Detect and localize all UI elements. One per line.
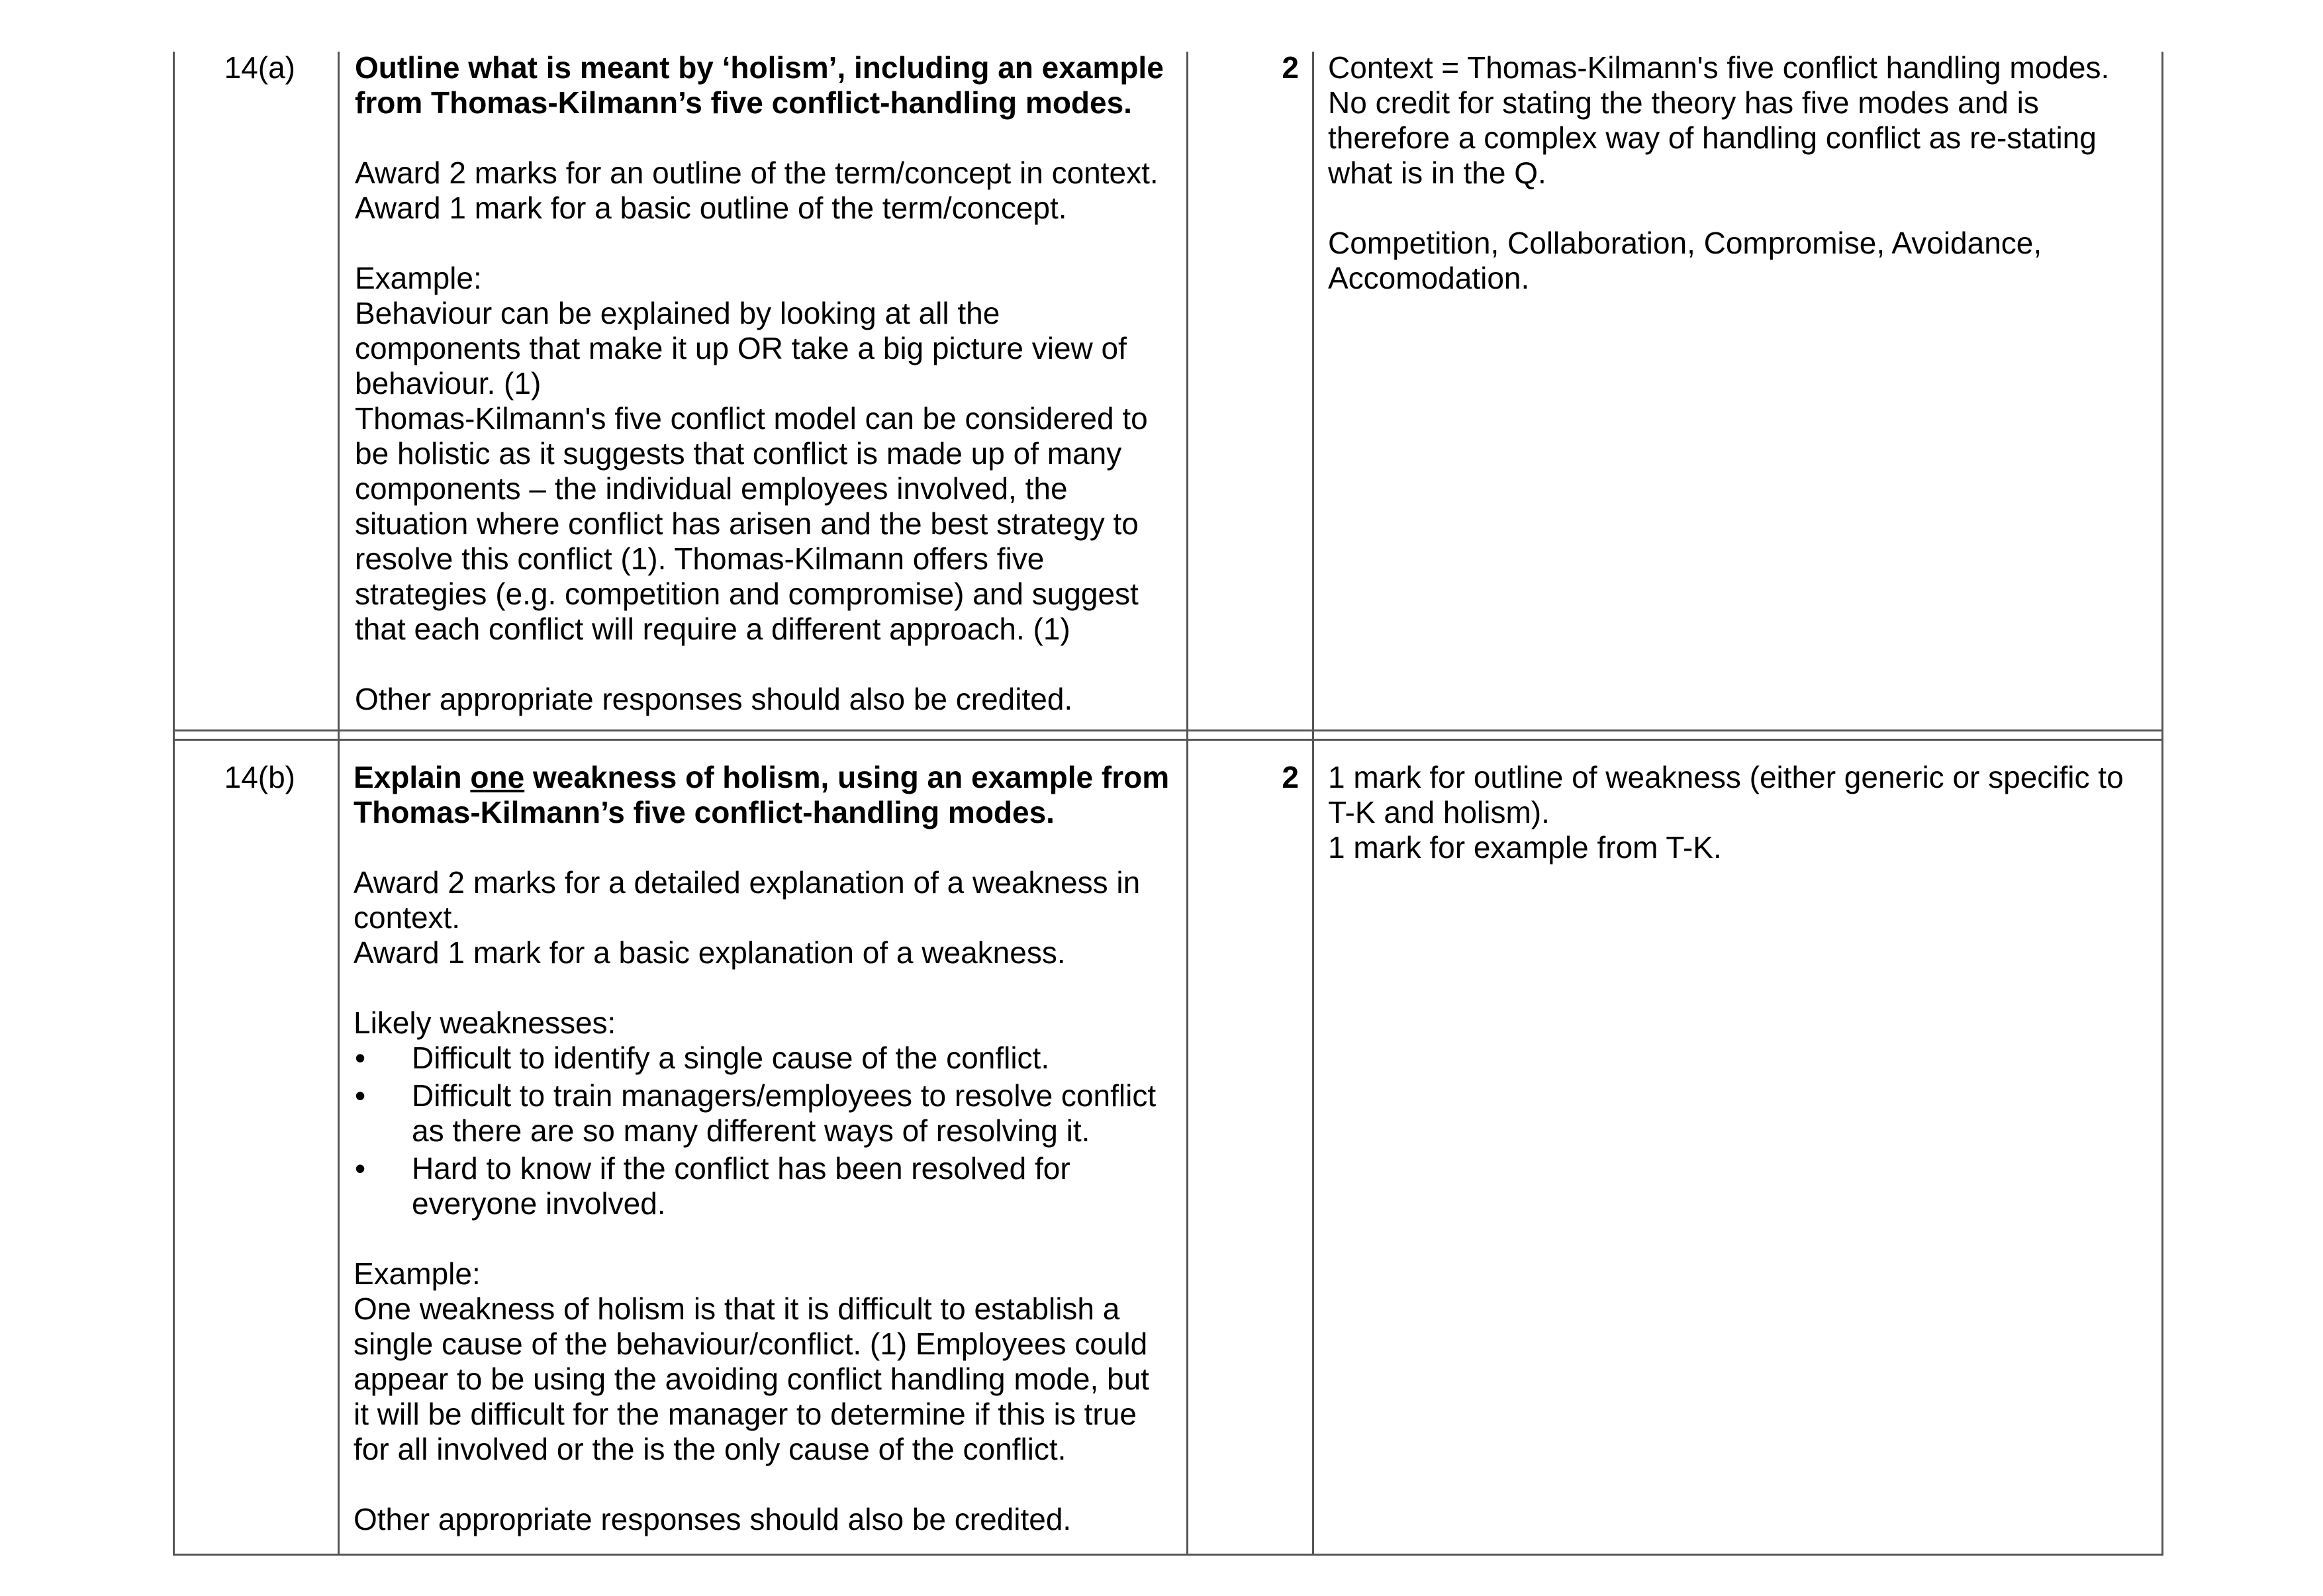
example-line: resolve this conflict (1). Thomas-Kilmann offers five [355, 541, 1045, 576]
list-item-line: everyone involved. [412, 1186, 666, 1221]
award-line: context. [354, 900, 461, 935]
question-title-text: weakness of holism, using an example from [524, 760, 1170, 794]
guidance-cell [1328, 50, 2109, 296]
list-item-line: Difficult to identify a single cause of the conflict. [412, 1041, 1050, 1075]
bullet-icon: • [355, 1078, 366, 1113]
award-criteria [355, 156, 1164, 226]
other-responses-note: Other appropriate responses should also be credited. [354, 1502, 1072, 1536]
guidance-line: Accomodation. [1328, 261, 1530, 295]
bullet-icon: • [355, 1041, 366, 1075]
example-heading: Example: [355, 261, 482, 295]
weaknesses-list [354, 1041, 1169, 1221]
award-line: Award 1 mark for a basic explanation of a weakness. [354, 935, 1066, 970]
award-line: Award 2 marks for a detailed explanation of a weakness in [354, 865, 1141, 900]
guidance-line: 1 mark for outline of weakness (either generic or specific to [1328, 760, 2124, 794]
guidance-line: T-K and holism). [1328, 795, 1550, 829]
guidance-line: No credit for stating the theory has five modes and is [1328, 85, 2039, 120]
example-line: components that make it up OR take a big picture view of [355, 331, 1127, 365]
example-heading: Example: [354, 1256, 481, 1291]
guidance-cell [1328, 760, 2124, 865]
column-divider-answer [1186, 52, 1188, 1556]
question-title [355, 50, 1164, 120]
row-divider-top [173, 729, 2163, 731]
example-line: that each conflict will require a different approach. (1) [355, 612, 1070, 646]
question-title [354, 760, 1169, 830]
marks-value: 2 [1282, 50, 1299, 85]
example-line: for all involved or the is the only cause of the conflict. [354, 1432, 1067, 1466]
question-number: 14(a) [224, 50, 295, 85]
table-border-left [173, 52, 175, 1556]
marks-value: 2 [1282, 760, 1299, 794]
column-divider-marks [1312, 52, 1314, 1556]
question-title-emphasis: one [470, 760, 525, 794]
example-line: be holistic as it suggests that conflict is made up of many [355, 436, 1122, 471]
guidance-line: Competition, Collaboration, Compromise, Avoidance, [1328, 226, 2042, 260]
answer-cell [354, 760, 1169, 1537]
list-item [354, 1041, 1169, 1076]
example-line: behaviour. (1) [355, 366, 542, 400]
example-line: components – the individual employees involved, the [355, 471, 1068, 506]
other-responses-note: Other appropriate responses should also be credited. [355, 682, 1073, 716]
guidance-line: 1 mark for example from T-K. [1328, 830, 1722, 865]
column-divider-question [338, 52, 340, 1556]
list-item-line: Hard to know if the conflict has been resolved for [412, 1151, 1070, 1186]
weaknesses-heading: Likely weaknesses: [354, 1006, 616, 1040]
example-line: appear to be using the avoiding conflict handling mode, but [354, 1362, 1149, 1396]
example-text [355, 296, 1164, 647]
guidance-line: therefore a complex way of handling conflict as re-stating [1328, 120, 2097, 155]
award-line: Award 1 mark for a basic outline of the term/concept. [355, 191, 1067, 225]
question-title-line: Outline what is meant by ‘holism’, including an example [355, 50, 1164, 85]
example-line: One weakness of holism is that it is difficult to establish a [354, 1291, 1120, 1326]
example-line: Thomas-Kilmann's five conflict model can be considered to [355, 401, 1148, 436]
bullet-icon: • [355, 1151, 366, 1186]
list-item [354, 1151, 1169, 1221]
question-title-text: Explain [354, 760, 471, 794]
question-title-line: Thomas-Kilmann’s five conflict-handling modes. [354, 795, 1055, 829]
example-text [354, 1291, 1169, 1467]
list-item-line: as there are so many different ways of resolving it. [412, 1113, 1090, 1148]
example-line: it will be difficult for the manager to determine if this is true [354, 1397, 1137, 1431]
example-line: situation where conflict has arisen and the best strategy to [355, 506, 1139, 541]
example-line: strategies (e.g. competition and compromise) and suggest [355, 577, 1139, 611]
list-item-line: Difficult to train managers/employees to resolve conflict [412, 1078, 1157, 1113]
question-title-line [354, 760, 1169, 795]
award-criteria [354, 865, 1169, 970]
example-line: Behaviour can be explained by looking at all the [355, 296, 1000, 330]
table-border-right [2161, 52, 2163, 1556]
question-title-line: from Thomas-Kilmann’s five conflict-handling modes. [355, 85, 1132, 120]
row-divider-bottom [173, 739, 2163, 741]
example-line: single cause of the behaviour/conflict. (1) Employees could [354, 1327, 1148, 1361]
question-number: 14(b) [224, 760, 295, 794]
award-line: Award 2 marks for an outline of the term/concept in context. [355, 156, 1159, 190]
guidance-line: what is in the Q. [1328, 156, 1546, 190]
list-item [354, 1078, 1169, 1149]
answer-cell [355, 50, 1164, 717]
guidance-line: Context = Thomas-Kilmann's five conflict handling modes. [1328, 50, 2110, 85]
table-border-bottom [173, 1554, 2163, 1556]
